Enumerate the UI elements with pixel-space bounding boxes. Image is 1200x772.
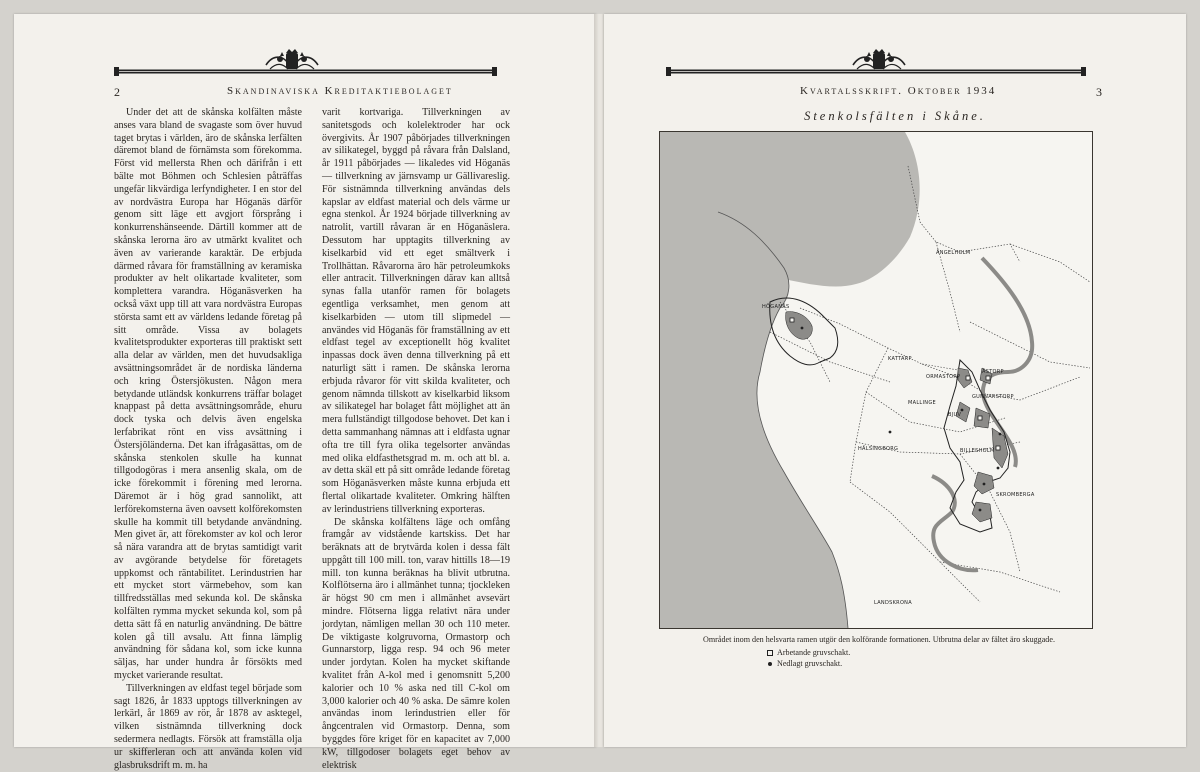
legend-label: Arbetande gruvschakt. bbox=[777, 647, 850, 658]
map-label-astorp: ÅSTORP bbox=[982, 368, 1004, 375]
paragraph: De skånska kolfältens läge och omfång framgår av vidstående kartskiss. Det har beräknats att de brytvärda kolen i dessa fält uppgått till 100 mill. ton, varav hittills 18—19 mill. ton kunna beräknas ha blivit utbrutna. Kolflötserna äro i allmänhet tunna; tjockleken är högst 90 cm men i allmänhet avsevärt mindre. Flötserna ligga relativt nära under jordytan, nämligen mellan 30 och 110 meter. De viktigaste kolgruvorna, Ormastorp och Gunnarstorp, ligga resp. 94 och 96 meter under jordytan. Kolen ha mycket skiftande kvalitet från A-kol med i genomsnitt 5,200 kalorier och 10 % aska ned till C-kol om 3,000 kalorier och 40 % aska. De sämre kolen användas inom lerindustrien eller för ångcentralen vid Ormastorp. Denna, som byggdes före kriget för en kapacitet av 7,000 kW, tillgodoser bolagets eget behov av elektrisk bbox=[322, 517, 510, 772]
map-label-bjuv: BJUV bbox=[948, 412, 961, 418]
text-column-2 bbox=[322, 107, 510, 772]
header-rule bbox=[114, 67, 497, 76]
header-rule bbox=[666, 67, 1086, 76]
map-label-kattarp: KATTARP bbox=[888, 356, 912, 362]
right-page bbox=[604, 14, 1186, 747]
sea-area bbox=[660, 132, 920, 628]
coalfield-map bbox=[659, 131, 1093, 629]
running-head: Kvartalsskrift. Oktober 1934 bbox=[800, 85, 996, 97]
page-number: 2 bbox=[114, 85, 120, 100]
map-label-hoganas: HÖGANÄS bbox=[762, 303, 789, 310]
map-label-billesholm: BILLESHOLM bbox=[960, 448, 995, 454]
running-head: Skandinaviska Kreditaktiebolaget bbox=[227, 85, 453, 97]
map-label-skromberga: SKROMBERGA bbox=[996, 492, 1035, 498]
map-title: Stenkolsfälten i Skåne. bbox=[604, 109, 1186, 124]
map-label-mallinge: MALLINGE bbox=[908, 400, 936, 406]
legend-item-closed-shaft bbox=[767, 658, 1094, 669]
text-column-1 bbox=[114, 107, 302, 772]
legend-item-active-shaft bbox=[767, 647, 1094, 658]
map-label-angelholm: ÄNGELHOLM bbox=[936, 249, 970, 256]
active-shaft-icon bbox=[767, 650, 773, 656]
crest-ornament-icon bbox=[264, 47, 320, 82]
map-label-halsingborg: HÄLSINGBORG bbox=[858, 445, 898, 452]
left-page bbox=[14, 14, 596, 747]
legend-label: Nedlagt gruvschakt. bbox=[777, 658, 842, 669]
map-label-landskrona: LANDSKRONA bbox=[874, 600, 912, 606]
map-label-gunnarstorp: GUNNARSTORP bbox=[972, 394, 1014, 400]
paragraph: varit kortvariga. Tillverkningen av sanitetsgods och kolelektroder har ock övergivits. År 1907 påbörjades tillverkningen av silikategel, byggd på råvara från Dalsland, år 1911 påbörjades — likaledes vid Höganäs — tillverkning av järnsvamp ur Gällivareslig. För sistnämnda tillverkning användas dels kapslar av eldfast material och dels värme ur egna stenkol. År 1924 började tillverkning av natrolit, vartill råvaran är en Höganäslera. Dessutom har upptagits tillverkning av kiselkarbid vid ett eget smältverk i Trollhättan. Råvarorna äro här petroleumkoks eller antracit. Tillverkningen därav kan alltså synas falla utanför ramen för bolagets egentliga verksamhet, men genom att kiselkarbiden — utom till slipmedel — användes vid Höganäs för framställning av ett eldfast tegel av exceptionellt hög kvalitet inpassas dock även denna tillverkning på ett naturligt sätt i ramen. De skånska lerorna erbjuda råvaror för vitt skilda kvaliteter, och genom nämnda tillskott av kiselkarbid liksom av silikategel har bolaget fått möjlighet att än mera fullständigt tillgodose behovet. Det kan i detta sammanhang nämnas att i eldfasta ugnar ofta tre till fyra olika tegelsorter användas med olika eldfasthetsgrad m. m. och att bl. a. av detta skäl ett på sitt område ledande företag som Höganäsverken måste kunna erbjuda ett flertal olikartade kvaliteter. Omkring hälften av lerindustriens tillverkning exporteras. bbox=[322, 107, 510, 517]
page-number: 3 bbox=[1096, 85, 1102, 100]
book-spread bbox=[14, 14, 1186, 747]
caption-text: Området inom den helsvarta ramen utgör den kolförande formationen. Utbrutna delar av fältet äro skuggade. bbox=[664, 634, 1094, 645]
map-label-ormastorp: ORMASTORP bbox=[926, 374, 961, 380]
map-caption bbox=[664, 634, 1094, 669]
crest-ornament-icon bbox=[851, 47, 907, 82]
paragraph: Under det att de skånska kolfälten måste anses vara bland de svagaste som över huvud taget brytas i världen, äro de skånska lerfälten däremot bland de förnämsta som förekomma. Först vid mellersta Rhen och därifrån i ett bälte mot Böhmen och Schlesien påträffas ungefär likvärdiga lerfyndigheter. I en stor del av nordvästra Europa har Höganäs därför genom sitt läge ett avgjort försprång i konkurrenshänseende. Därtill kommer att de skånska lerorna äro av utmärkt kvalitet och även av varierande karaktär. De erbjuda därmed råvara för framställning av keramiska produkter av helt olikartade kvaliteter, som komplettera varandra. Höganäsverken ha också växt upp till att vara nordvästra Europas största samt ett av världens ledande företag på sitt område. Vissa av bolagets kvalitetsprodukter exporteras till praktiskt sett alla delar av världen, men det huvudsakliga avsättningsområdet är de nordiska länderna och kring Östersjökusten. Någon mera betydande utländsk konkurrens träffar bolaget knappast på detta avsättningsområde, ehuru dock tyska och delvis även engelska lerfabrikat rönt en viss avsättning i Östersjöländerna. Det kan ifrågasättas, om de skånska stenkolen skulle ha kunnat tillgodogöras i mera ansenlig skala, om de icke förekommit i förening med lerorna. Däremot är i hög grad sannolikt, att lerförekomsterna även oavsett kolförekomsten skulle ha kommit till betydande användning. Men givet är, att förekomster av kol och leror så nära varandra att de brytas samtidigt varit av avgörande betydelse för företagets uppkomst och räntabilitet. Lerindustrien har ett mycket stort värmebehov, som kan tillfredsställas med sekunda kol. De skånska kolfälten rymma mycket sekunda kol, som på detta sätt få en naturlig användning. De bättre kolen gå till avsalu. Att finna lämplig användning för sådana kol, som icke kunna säljas, har under hundra år försökts med mycket varierande resultat. bbox=[114, 107, 302, 683]
closed-shaft-icon bbox=[768, 662, 772, 666]
paragraph: Tillverkningen av eldfast tegel började som sagt 1826, år 1833 upptogs tillverkningen av lerkärl, år 1869 av rör, år 1878 av asktegel, vilken sistnämnda tillverkning dock sedermera nedlagts. Försök att framställa olja ur skifferleran och att använda kolen vid glasbruksdrift m. m. ha bbox=[114, 683, 302, 772]
